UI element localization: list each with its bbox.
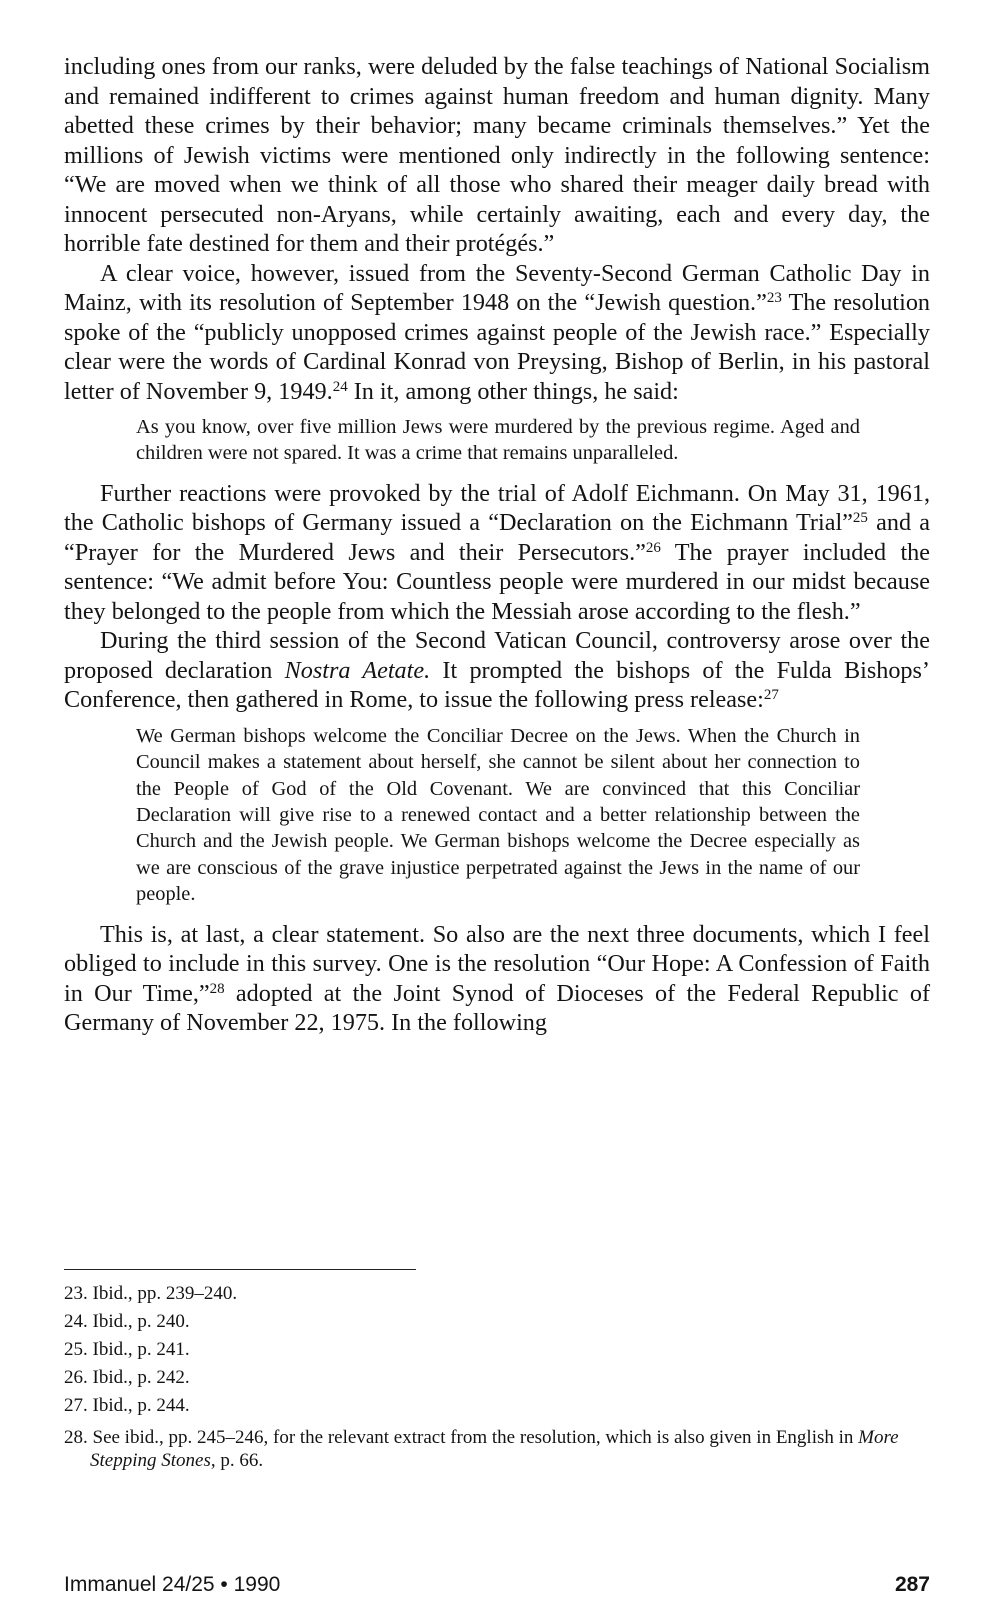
footnote-ref-24[interactable]: 24	[332, 378, 348, 395]
paragraph-4	[64, 626, 930, 715]
footnote-divider	[64, 1269, 416, 1270]
footnote-ref-25[interactable]: 25	[852, 510, 868, 527]
paragraph-3-text-a: Further reactions were provoked by the trial of Adolf Eichmann. On May 31, 1961, the Catholic bishops of Germany issued a “Declaration on the Eichmann Trial”	[64, 479, 930, 537]
block-quote-press-release: We German bishops welcome the Conciliar Decree on the Jews. When the Church in Council makes a statement about herself, she cannot be silent about her connection to the People of God of the Old Covenant. We are convinced that this Conciliar Declaration will give rise to a renewed contact and a better relationship between the Church and the Jewish people. We German bishops welcome the Decree especially as we are conscious of the grave injustice perpetrated against the Jews in the name of our people.	[136, 724, 860, 906]
paragraph-4-text-a: During the third session of the Second Vatican Council, controversy arose over the proposed declaration	[64, 627, 930, 684]
footnote-ref-23[interactable]: 23	[766, 290, 782, 306]
footnote-23: 23. Ibid., pp. 239–240.	[64, 1283, 238, 1304]
paragraph-5-text-a: This is, at last, a clear statement. So also are the next three documents, which I feel obliged to include in this survey. One is the resolution “Our Hope: A Confession of Faith in Our Time,”	[64, 920, 930, 1007]
paragraph-1: including ones from our ranks, were deluded by the false teachings of National Socialism and remained indifferent to crimes against human freedom and human dignity. Many abetted these crimes by their behavior; many became criminals themselves.” Yet the millions of Jewish victims were mentioned only indirectly in the following sentence: “We are moved when we think of all those who shared their meager daily bread with innocent persecuted non-Aryans, while certainly awaiting, each and every day, the horrible fate destined for them and their protégés.”	[64, 53, 930, 257]
paragraph-2-text-b: The resolution spoke of the “publicly unopposed crimes against people of the Jewish race.” Especially clear were the words of Cardinal Konrad von Preysing, Bishop of Berlin, in his pastoral letter of November 9, 1949.	[64, 289, 931, 405]
article-body	[64, 52, 930, 1038]
page-footer	[64, 1573, 930, 1603]
paragraph-4-text-b: It prompted the bishops of the Fulda Bishops’ Conference, then gathered in Rome, to issue the following press release:	[64, 656, 930, 714]
footnote-25: 25. Ibid., p. 241.	[64, 1339, 190, 1360]
footnote-28-text-b: , p. 66.	[210, 1450, 264, 1471]
paragraph-5-text-b: adopted at the Joint Synod of Dioceses of the Federal Republic of Germany of November 22, 1975. In the following	[64, 979, 930, 1037]
footnote-27: 27. Ibid., p. 244.	[64, 1395, 190, 1416]
footnote-28-text-a: 28. See ibid., pp. 245–246, for the relevant extract from the resolution, which is also given in English in	[64, 1427, 859, 1448]
footnote-26: 26. Ibid., p. 242.	[64, 1367, 190, 1388]
footnote-28	[64, 1426, 930, 1472]
footnote-ref-26[interactable]: 26	[645, 539, 661, 556]
paragraph-2	[64, 259, 930, 407]
paragraph-3	[64, 479, 930, 627]
paragraph-4-title-italic: Nostra Aetate.	[284, 656, 431, 684]
paragraph-3-text-c: The prayer included the sentence: “We admit before You: Countless people were murdered in our midst because they belonged to the people from which the Messiah arose according to the flesh.”	[64, 538, 930, 625]
paragraph-2-text-c: In it, among other things, he said:	[347, 377, 679, 405]
block-quote-preysing: As you know, over five million Jews were murdered by the previous regime. Aged and children were not spared. It was a crime that remains unparalleled.	[136, 416, 860, 465]
paragraph-2-text-a: A clear voice, however, issued from the Seventy-Second German Catholic Day in Mainz, with its resolution of September 1948 on the “Jewish question.”	[64, 259, 930, 316]
paragraph-5	[64, 920, 930, 1038]
page-number: 287	[894, 1573, 930, 1596]
footnote-ref-28[interactable]: 28	[209, 980, 225, 997]
footnote-28-title-italic: More Stepping Stones	[90, 1427, 899, 1471]
paragraph-3-text-b: and a “Prayer for the Murdered Jews and their Persecutors.”	[64, 509, 930, 566]
journal-citation: Immanuel 24/25 • 1990	[64, 1573, 281, 1596]
footnote-ref-27[interactable]: 27	[763, 687, 779, 704]
footnotes	[64, 1280, 930, 1472]
footnote-24: 24. Ibid., p. 240.	[64, 1311, 190, 1332]
